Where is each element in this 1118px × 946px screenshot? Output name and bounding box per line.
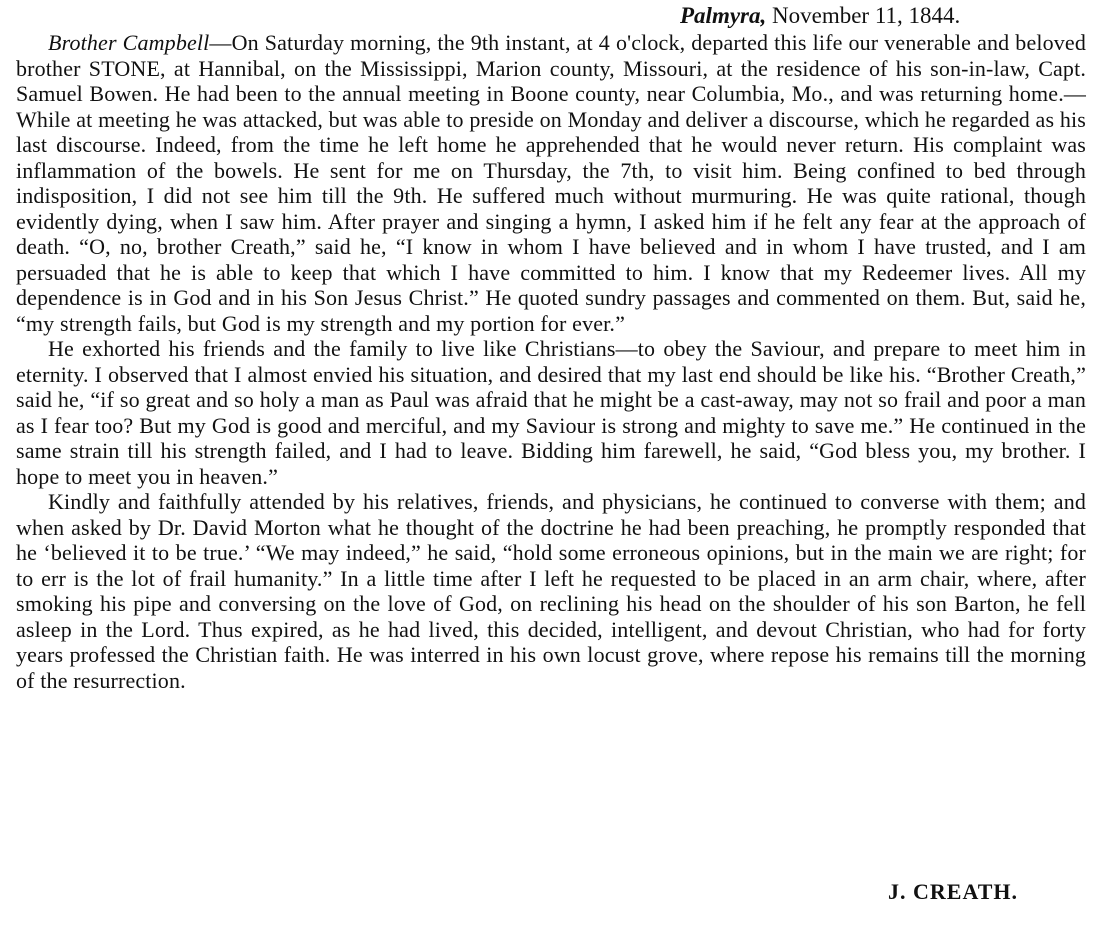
dateline (680, 3, 1100, 29)
letter-body (16, 30, 1086, 693)
salutation: Brother Campbell (48, 30, 210, 55)
paragraph-3: Kindly and faithfully attended by his relatives, friends, and physicians, he continued to converse with them; and when asked by Dr. David Morton what he thought of the doctrine he had been preaching, he promptly responded that he ‘believed it to be true.’ “We may indeed,” he said, “hold some erroneous opinions, but in the main we are right; for to err is the lot of frail humanity.” In a little time after I left he requested to be placed in an arm chair, where, after smoking his pipe and conversing on the love of God, on reclining his head on the shoulder of his son Barton, he fell asleep in the Lord. Thus expired, as he had lived, this decided, intelligent, and devout Christian, who had for forty years professed the Christian faith. He was interred in his own locust grove, where repose his remains till the morning of the resurrection. (16, 489, 1086, 693)
paragraph-1-text: —On Saturday morning, the 9th instant, at 4 o'clock, departed this life our venerable and beloved brother STONE, at Hannibal, on the Mississippi, Marion county, Missouri, at the residence of his son-in-law, Capt. Samuel Bowen. He had been to the annual meeting in Boone county, near Columbia, Mo., and was returning home.—While at meeting he was attacked, but was able to preside on Monday and deliver a discourse, which he regarded as his last discourse. Indeed, from the time he left home he apprehended that he would never return. His complaint was inflammation of the bowels. He sent for me on Thursday, the 7th, to visit him. Being confined to bed through indisposition, I did not see him till the 9th. He suffered much without murmuring. He was quite rational, though evidently dying, when I saw him. After prayer and singing a hymn, I asked him if he felt any fear at the approach of death. “O, no, brother Creath,” said he, “I know in whom I have believed and in whom I have trusted, and I am persuaded that he is able to keep that which I have committed to him. I know that my Redeemer lives. All my dependence is in God and in his Son Jesus Christ.” He quoted sundry passages and commented on them. But, said he, “my strength fails, but God is my strength and my portion for ever.” (16, 30, 1086, 336)
paragraph-2: He exhorted his friends and the family to live like Christians—to obey the Saviour, and prepare to meet him in eternity. I observed that I almost envied his situation, and desired that my last end should be like his. “Brother Creath,” said he, “if so great and so holy a man as Paul was afraid that he might be a cast-away, may not so frail and poor a man as I fear too? But my God is good and merciful, and my Saviour is strong and mighty to save me.” He continued in the same strain till his strength failed, and I had to leave. Bidding him farewell, he said, “God bless you, my brother. I hope to meet you in heaven.” (16, 336, 1086, 489)
dateline-place: Palmyra, (680, 3, 767, 28)
paragraph-1 (16, 30, 1086, 336)
dateline-date: November 11, 1844. (766, 3, 961, 28)
signature: J. CREATH. (888, 879, 1018, 904)
